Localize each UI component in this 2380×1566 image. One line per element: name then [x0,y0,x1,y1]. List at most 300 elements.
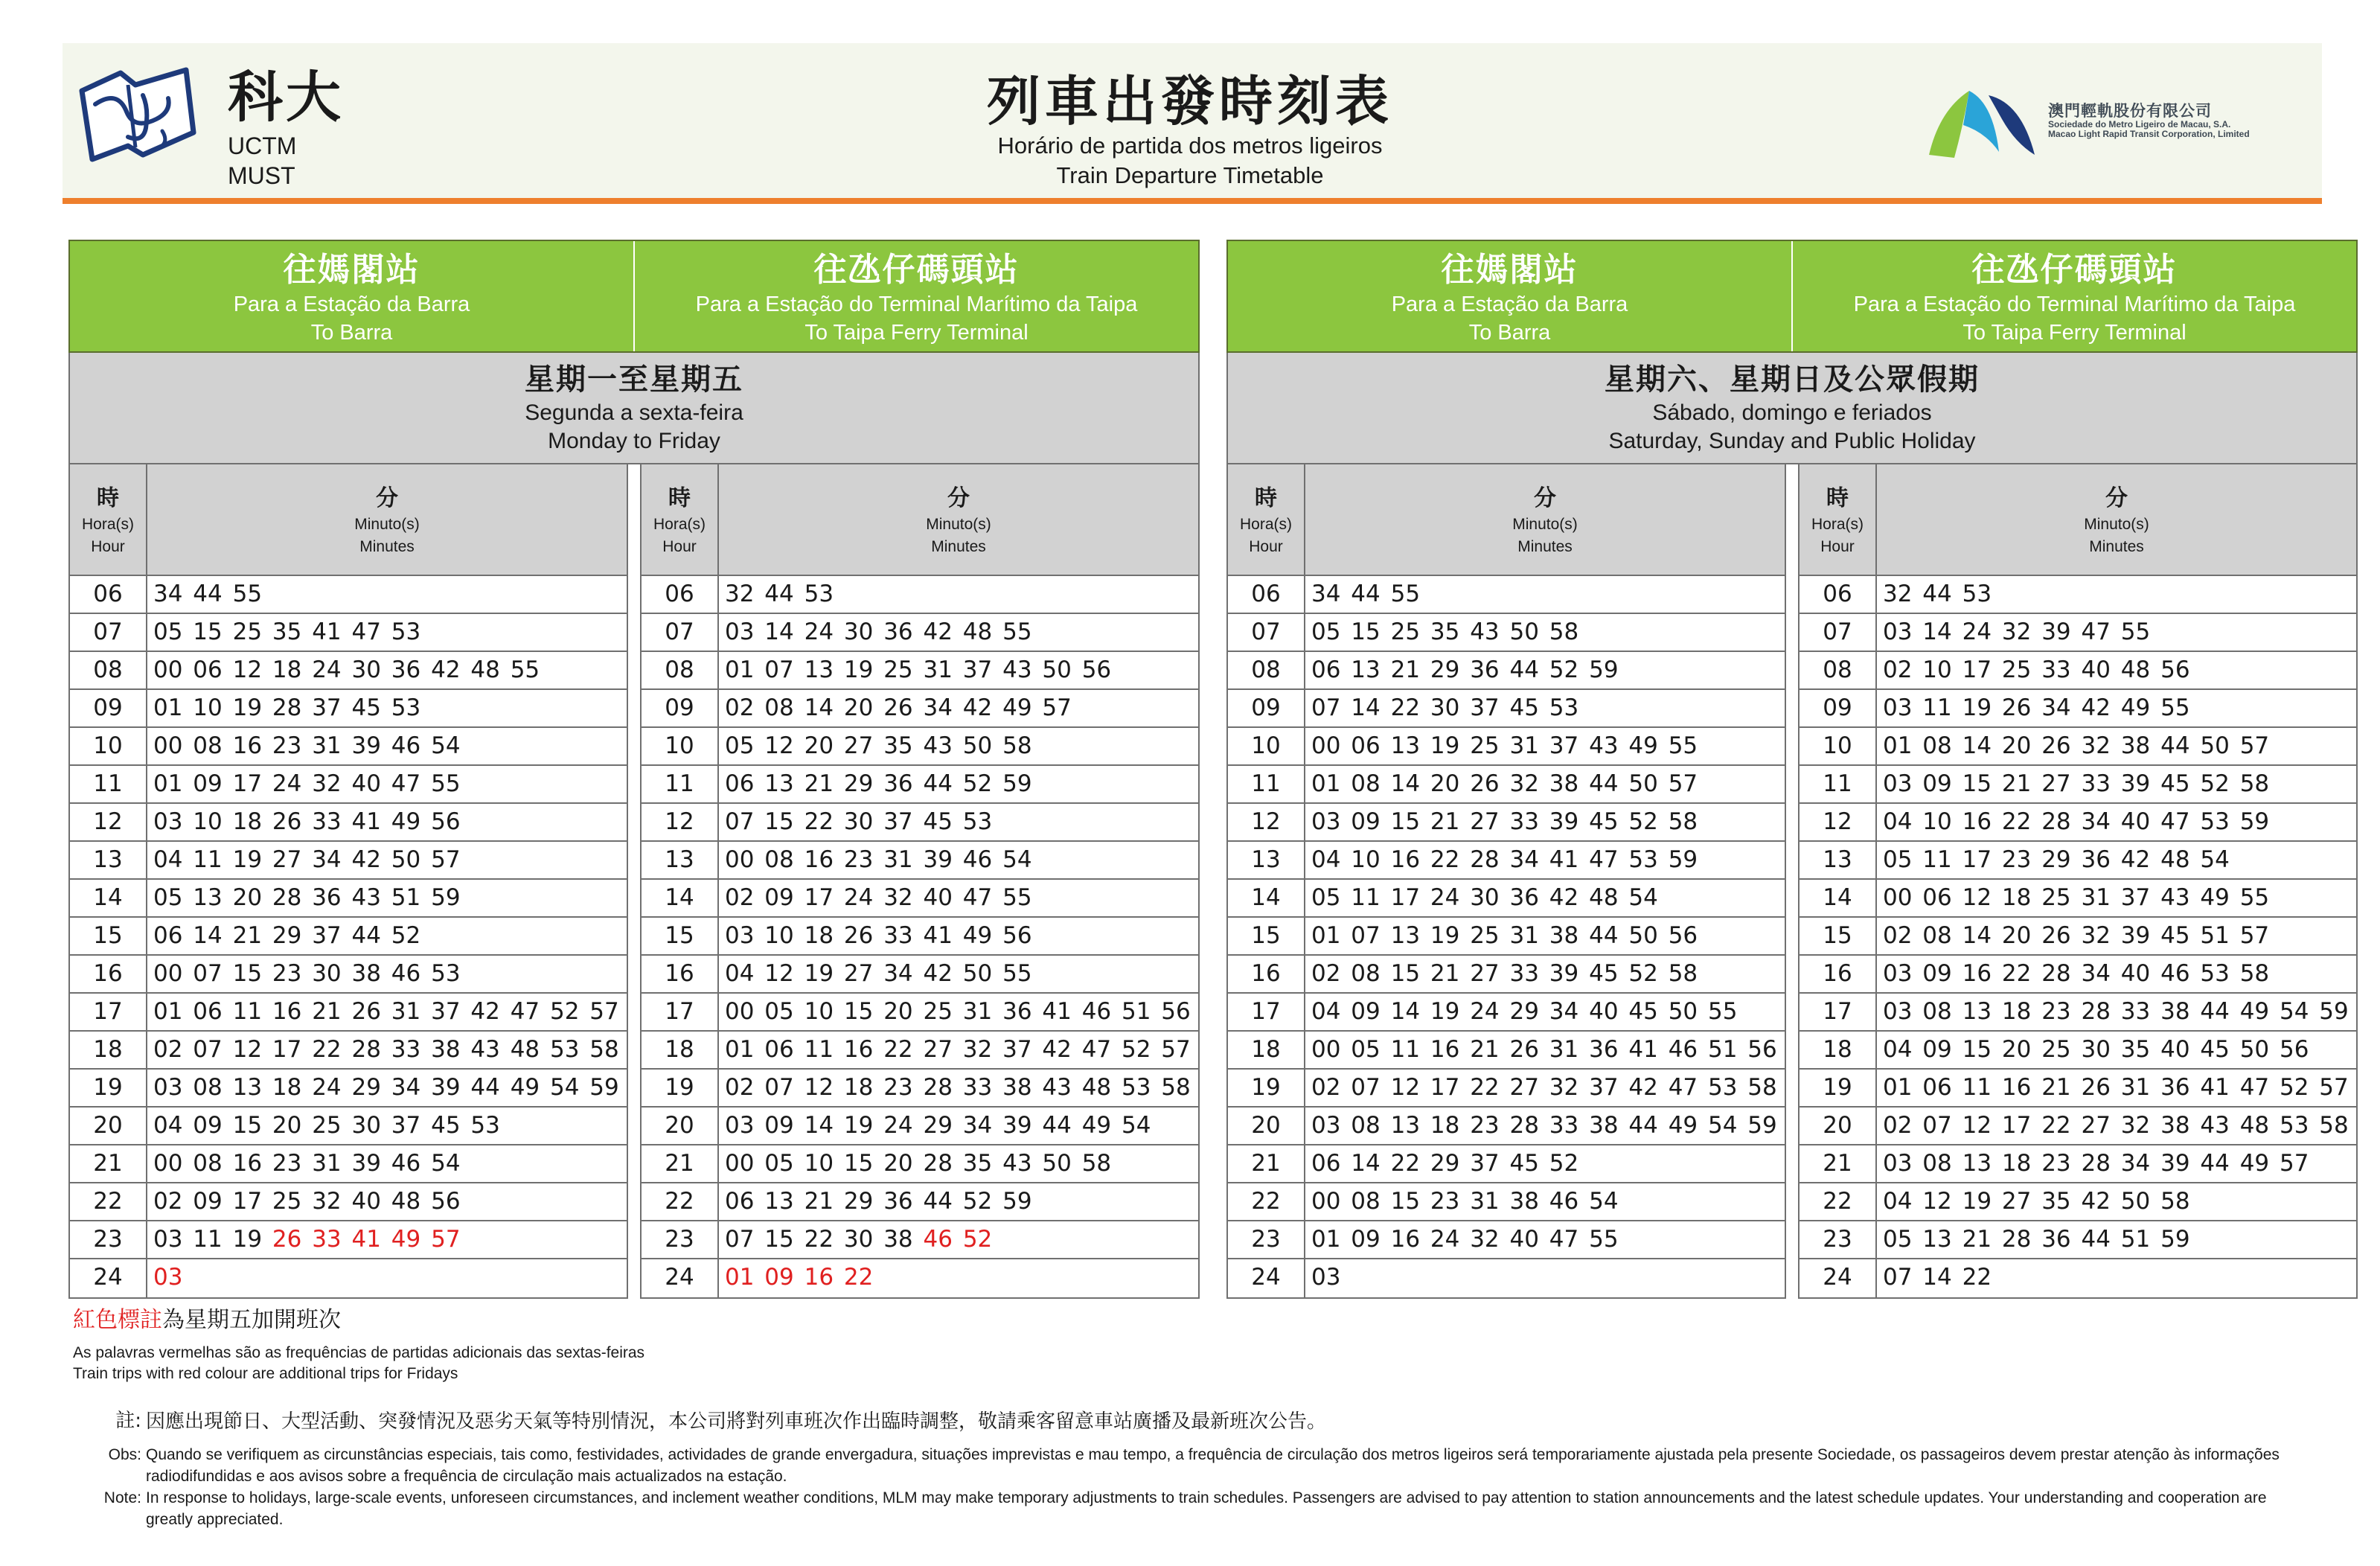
minutes-text: 01 09 16 24 32 40 47 55 [1311,1226,1619,1253]
minutes-text: 06 13 21 29 36 44 52 59 [1311,656,1619,683]
hour-cell: 11 [70,766,147,802]
minutes-cell [1877,842,2356,878]
station-name: 科大 [228,65,344,130]
table-row [642,1070,1198,1108]
hour-cell: 08 [642,652,719,688]
direction-header-row [68,240,1200,353]
minutes-text: 03 09 15 21 27 33 39 45 52 58 [1883,770,2270,797]
minutes-cell [1877,652,2356,688]
minutes-cell [1877,994,2356,1030]
minutes-text: 05 13 21 28 36 44 51 59 [1883,1226,2190,1253]
minutes-text: 00 05 10 15 20 28 35 43 50 58 [725,1150,1112,1177]
page-subtitle-en: Train Departure Timetable [1056,162,1324,188]
minute-header-pt: Minuto(s) [926,516,991,533]
mlm-logo-icon [1925,80,2044,162]
hour-cell: 07 [1228,614,1305,651]
minutes-cell [1305,842,1785,878]
table-row [70,1032,627,1070]
minutes-text: 06 14 21 29 37 44 52 [153,922,421,949]
table-row [1800,1183,2356,1221]
hour-cell: 09 [642,690,719,726]
minutes-text: 05 15 25 35 41 47 53 [153,619,421,645]
minute-header-pt: Minuto(s) [1512,516,1578,533]
station-code-en: MUST [228,162,295,189]
day-type-pt: Segunda a sexta-feira [525,400,743,425]
table-row [70,994,627,1032]
minutes-cell [147,1070,627,1106]
minutes-cell [1877,1070,2356,1106]
hour-cell: 18 [1228,1032,1305,1068]
minute-header-en: Minutes [359,538,415,555]
table-row [70,804,627,842]
hour-cell: 06 [1228,576,1305,613]
table-row [642,1032,1198,1070]
hour-cell: 09 [1228,690,1305,726]
table-row [70,918,627,956]
minutes-text: 01 06 11 16 21 26 31 37 42 47 52 57 [153,998,619,1025]
hour-cell: 12 [1800,804,1877,840]
minutes-cell [1877,1221,2356,1258]
minutes-text: 00 06 12 18 25 31 37 43 49 55 [1883,884,2270,911]
minutes-cell [147,1183,627,1220]
minutes-text: 01 08 14 20 26 32 38 44 50 57 [1883,732,2270,759]
hour-header-en: Hour [662,538,697,555]
minutes-cell [719,576,1198,613]
hour-cell: 24 [70,1259,147,1297]
table-row [642,956,1198,994]
minutes-text: 32 44 53 [725,581,834,607]
note-text: Quando se verifiquem as circunstâncias especiais, tais como, festividades, actividades de grande envergadura, situações imprevistas e mau tempo, a frequência de circulação dos metros ligeiros será temporariamente ajustada pela presente Sociedade, os passageiros devem prestar atenção às informações radiodifundidas e aos avisos sobre a frequência de circulação mais actualizados na estação. [146,1446,2280,1485]
hour-cell: 15 [642,918,719,954]
table-row [1800,576,2356,614]
minutes-cell [719,1221,1198,1258]
minutes-cell [1305,1183,1785,1220]
minutes-text: 07 14 22 30 37 45 53 [1311,694,1579,721]
minutes-cell [147,766,627,802]
hour-header-pt: Hora(s) [81,516,134,533]
table-row [642,918,1198,956]
hour-cell: 10 [1228,728,1305,764]
minutes-cell [147,690,627,726]
hour-cell: 14 [70,880,147,916]
minutes-cell [1305,1145,1785,1182]
table-row [1228,1145,1785,1183]
hour-cell: 13 [70,842,147,878]
hour-cell: 21 [1800,1145,1877,1182]
hour-cell: 24 [642,1259,719,1297]
hour-cell: 19 [70,1070,147,1106]
day-type-zh: 星期六、星期日及公眾假期 [1605,362,1980,397]
minutes-cell [1305,1070,1785,1106]
minutes-text: 01 07 13 19 25 31 37 43 50 56 [725,656,1112,683]
hour-cell: 12 [642,804,719,840]
table-row [1800,994,2356,1032]
hour-cell: 24 [1800,1259,1877,1297]
hour-cell: 14 [1800,880,1877,916]
minutes-text: 01 08 14 20 26 32 38 44 50 57 [1311,770,1698,797]
table-row [1228,918,1785,956]
minutes-text: 03 10 18 26 33 41 49 56 [725,922,1032,949]
direction-zh: 往氹仔碼頭站 [813,251,1020,289]
table-row [642,1221,1198,1259]
hour-cell: 22 [1228,1183,1305,1220]
minutes-text: 00 08 16 23 31 39 46 54 [153,732,461,759]
hour-cell: 20 [1228,1108,1305,1144]
hour-column-header [642,464,719,575]
minutes-text: 02 07 12 17 22 27 32 38 43 48 53 58 [1883,1112,2349,1139]
minutes-cell [1305,652,1785,688]
timetable-header-row [642,464,1198,576]
table-row [1800,956,2356,994]
table-row [1800,690,2356,728]
minutes-cell [1305,956,1785,992]
legend-text: 為星期五加開班次 [162,1307,341,1333]
minutes-text: 01 07 13 19 25 31 38 44 50 56 [1311,922,1698,949]
minutes-cell [147,880,627,916]
minute-header-pt: Minuto(s) [354,516,420,533]
table-row [1800,1221,2356,1259]
table-row [642,652,1198,690]
minutes-text: 01 10 19 28 37 45 53 [153,694,421,721]
hour-cell: 10 [1800,728,1877,764]
minutes-text: 32 44 53 [1883,581,1992,607]
minutes-text: 03 08 13 18 23 28 33 38 44 49 54 59 [1883,998,2349,1025]
hour-cell: 15 [1800,918,1877,954]
minutes-cell [1305,1032,1785,1068]
hour-cell: 19 [1800,1070,1877,1106]
table-row [1228,880,1785,918]
minutes-cell [719,1070,1198,1106]
hour-cell: 22 [642,1183,719,1220]
minute-column-header [1305,464,1785,575]
minutes-cell [1305,880,1785,916]
table-row [70,690,627,728]
table-row [1228,652,1785,690]
hour-cell: 16 [642,956,719,992]
page-title: 列車出發時刻表 [986,70,1393,132]
hour-cell: 07 [1800,614,1877,651]
minutes-cell [147,842,627,878]
operator-name-pt: Sociedade do Metro Ligeiro de Macau, S.A. [2048,119,2231,130]
table-row [642,614,1198,652]
minute-header-zh: 分 [947,485,970,511]
table-row [70,728,627,766]
table-row [1800,918,2356,956]
note-label: 註: [115,1410,141,1432]
direction-barra [70,241,633,351]
minute-header-pt: Minuto(s) [2084,516,2149,533]
hour-cell: 16 [1800,956,1877,992]
minutes-text: 04 09 15 20 25 30 37 45 53 [153,1112,500,1139]
weekday-panel [68,240,1200,1299]
table-row [642,994,1198,1032]
table-row [1228,1108,1785,1145]
minutes-cell [1877,918,2356,954]
minutes-text: 03 14 24 32 39 47 55 [1883,619,2151,645]
minutes-text: 04 09 14 19 24 29 34 40 45 50 55 [1311,998,1738,1025]
hour-cell: 10 [70,728,147,764]
minutes-cell [719,994,1198,1030]
minutes-text: 05 11 17 23 29 36 42 48 54 [1883,846,2230,873]
minute-header-zh: 分 [376,485,398,511]
table-row [70,1221,627,1259]
direction-pt: Para a Estação do Terminal Marítimo da Taipa [695,293,1138,316]
hour-cell: 17 [1228,994,1305,1030]
table-row [1800,842,2356,880]
hour-header-pt: Hora(s) [1811,516,1864,533]
day-type-pt: Sábado, domingo e feriados [1652,400,1932,425]
hour-cell: 07 [642,614,719,651]
direction-header-row [1226,240,2358,353]
minutes-cell [1305,1221,1785,1258]
table-row [1228,804,1785,842]
table-row [1800,728,2356,766]
hour-cell: 21 [642,1145,719,1182]
minutes-cell [147,1108,627,1144]
minutes-cell [719,652,1198,688]
minutes-text: 02 09 17 25 32 40 48 56 [153,1188,461,1215]
direction-pt: Para a Estação da Barra [233,293,470,316]
table-row [1800,1145,2356,1183]
minutes-cell [1305,1259,1785,1297]
minutes-text: 02 08 15 21 27 33 39 45 52 58 [1311,960,1698,987]
hour-cell: 08 [1800,652,1877,688]
hour-cell: 17 [1800,994,1877,1030]
table-row [70,1145,627,1183]
table-row [642,1259,1198,1297]
note-zh [97,1405,2285,1436]
minutes-text: 06 14 22 29 37 45 52 [1311,1150,1579,1177]
minutes-cell [1305,766,1785,802]
minutes-text: 03 08 13 18 23 28 34 39 44 49 57 [1883,1150,2309,1177]
hour-cell: 23 [1800,1221,1877,1258]
minutes-text: 00 07 15 23 30 38 46 53 [153,960,461,987]
table-row [70,576,627,614]
minutes-text: 01 09 17 24 32 40 47 55 [153,770,461,797]
minutes-text: 04 10 16 22 28 34 41 47 53 59 [1311,846,1698,873]
note-text: In response to holidays, large-scale events, unforeseen circumstances, and inclement weather conditions, MLM may make temporary adjustments to train schedules. Passengers are advised to pay attention to station announcements and the latest schedule updates. Your understanding and cooperation are greatly appreciated. [146,1489,2267,1528]
hour-header-pt: Hora(s) [1239,516,1292,533]
friday-legend [73,1301,341,1334]
timetable [640,464,1200,1299]
hour-cell: 14 [642,880,719,916]
minute-header-en: Minutes [1517,538,1573,555]
hour-cell: 13 [642,842,719,878]
minutes-text: 02 07 12 17 22 28 33 38 43 48 53 58 [153,1036,619,1063]
hour-cell: 11 [1228,766,1305,802]
minutes-text: 34 44 55 [1311,581,1421,607]
operator-name-block [2048,103,2250,139]
minutes-cell [1877,576,2356,613]
legend-text-en: Train trips with red colour are additional trips for Fridays [73,1365,458,1382]
minutes-cell [147,614,627,651]
hour-column-header [1228,464,1305,575]
hour-cell: 08 [1228,652,1305,688]
hour-cell: 23 [70,1221,147,1258]
hour-cell: 16 [70,956,147,992]
table-row [1228,1183,1785,1221]
minutes-text: 05 12 20 27 35 43 50 58 [725,732,1032,759]
minutes-cell [1877,690,2356,726]
table-row [1228,842,1785,880]
hour-cell: 19 [1228,1070,1305,1106]
station-code-pt: UCTM [228,132,297,159]
direction-en: To Barra [310,321,393,345]
table-row [1800,652,2356,690]
hour-cell: 14 [1228,880,1305,916]
hour-cell: 18 [1800,1032,1877,1068]
minutes-cell [1305,576,1785,613]
minutes-cell [719,918,1198,954]
table-row [1228,728,1785,766]
hour-cell: 09 [1800,690,1877,726]
minutes-text: 01 06 11 16 21 26 31 36 41 47 52 57 [1883,1074,2349,1101]
minutes-text: 04 12 19 27 34 42 50 55 [725,960,1032,987]
minutes-cell [147,994,627,1030]
timetable [1226,464,1786,1299]
minutes-cell [147,1221,627,1258]
hour-cell: 20 [70,1108,147,1144]
hour-cell: 06 [642,576,719,613]
minutes-text: 03 09 16 22 28 34 40 46 53 58 [1883,960,2270,987]
minutes-cell [147,1145,627,1182]
direction-barra [1228,241,1791,351]
minutes-cell [1877,1032,2356,1068]
table-row [70,1070,627,1108]
day-type-en: Monday to Friday [548,429,720,453]
minutes-text: 03 11 19 [153,1226,263,1253]
minutes-text: 05 11 17 24 30 36 42 48 54 [1311,884,1658,911]
hour-cell: 18 [70,1032,147,1068]
minute-column-header [1877,464,2356,575]
minute-header-zh: 分 [2105,485,2128,511]
hour-header-zh: 時 [1826,485,1849,511]
minutes-cell [1877,728,2356,764]
minutes-cell [719,804,1198,840]
minutes-text: 02 07 12 17 22 27 32 37 42 47 53 58 [1311,1074,1777,1101]
day-type-zh: 星期一至星期五 [525,362,743,397]
table-row [1800,1108,2356,1145]
minutes-cell [1305,804,1785,840]
timetable [68,464,628,1299]
minutes-text: 03 14 24 30 36 42 48 55 [725,619,1032,645]
hour-cell: 13 [1228,842,1305,878]
hour-cell: 07 [70,614,147,651]
hour-cell: 11 [642,766,719,802]
minutes-cell [1877,880,2356,916]
hour-cell: 20 [642,1108,719,1144]
hour-header-zh: 時 [668,485,691,511]
minute-header-zh: 分 [1534,485,1556,511]
table-row [642,576,1198,614]
minutes-text: 06 13 21 29 36 44 52 59 [725,1188,1032,1215]
direction-taipa [1791,241,2356,351]
friday-minutes-text: 26 33 41 49 57 [272,1226,461,1253]
minutes-text: 05 15 25 35 43 50 58 [1311,619,1579,645]
table-row [70,614,627,652]
minutes-cell [147,652,627,688]
minutes-text: 00 08 15 23 31 38 46 54 [1311,1188,1619,1215]
minutes-cell [147,576,627,613]
hour-header-en: Hour [91,538,125,555]
note-label: Note: [103,1489,141,1506]
minutes-text: 00 06 12 18 24 30 36 42 48 55 [153,656,540,683]
minutes-text: 07 15 22 30 38 [725,1226,913,1253]
direction-pt: Para a Estação do Terminal Marítimo da Taipa [1853,293,2296,316]
hour-cell: 22 [70,1183,147,1220]
minutes-cell [1305,994,1785,1030]
hour-cell: 21 [70,1145,147,1182]
minutes-cell [719,728,1198,764]
minutes-cell [1305,728,1785,764]
table-row [1228,1032,1785,1070]
minutes-cell [1877,1259,2356,1297]
minutes-text: 03 08 13 18 24 29 34 39 44 49 54 59 [153,1074,619,1101]
note-label: Obs: [108,1446,141,1463]
minutes-cell [1305,1108,1785,1144]
hour-cell: 08 [70,652,147,688]
minutes-text: 02 10 17 25 33 40 48 56 [1883,656,2190,683]
table-row [642,690,1198,728]
minutes-text: 03 [1311,1264,1341,1291]
hour-cell: 18 [642,1032,719,1068]
hour-cell: 24 [1228,1259,1305,1297]
table-row [70,956,627,994]
minutes-cell [719,956,1198,992]
legend-red-text: 紅色標註 [73,1307,162,1333]
minutes-cell [719,880,1198,916]
hour-cell: 20 [1800,1108,1877,1144]
operator-name-en: Macao Light Rapid Transit Corporation, Limited [2048,129,2250,140]
hour-cell: 19 [642,1070,719,1106]
minutes-cell [719,842,1198,878]
table-row [1228,994,1785,1032]
minutes-cell [147,956,627,992]
minutes-cell [719,614,1198,651]
table-row [70,1183,627,1221]
hour-column-header [70,464,147,575]
minute-column-header [147,464,627,575]
table-row [70,842,627,880]
table-row [1228,576,1785,614]
note-en [97,1487,2285,1530]
direction-zh: 往氹仔碼頭站 [1971,251,2178,289]
direction-pt: Para a Estação da Barra [1391,293,1628,316]
minutes-text: 34 44 55 [153,581,263,607]
direction-zh: 往媽閣站 [1441,251,1578,289]
timetable [1798,464,2358,1299]
hour-cell: 23 [1228,1221,1305,1258]
minutes-text: 02 07 12 18 23 28 33 38 43 48 53 58 [725,1074,1191,1101]
minutes-text: 07 14 22 [1883,1264,1992,1291]
table-row [642,880,1198,918]
minutes-text: 00 06 13 19 25 31 37 43 49 55 [1311,732,1698,759]
minutes-text: 00 05 10 15 20 25 31 36 41 46 51 56 [725,998,1191,1025]
minutes-text: 05 13 20 28 36 43 51 59 [153,884,461,911]
table-row [70,652,627,690]
operator-name-zh: 澳門輕軌股份有限公司 [2048,103,2212,120]
minutes-text: 06 13 21 29 36 44 52 59 [725,770,1032,797]
weekend-panel [1226,240,2358,1299]
minute-header-en: Minutes [2089,538,2144,555]
hour-header-zh: 時 [97,485,119,511]
minutes-cell [719,1145,1198,1182]
minutes-text: 00 05 11 16 21 26 31 36 41 46 51 56 [1311,1036,1777,1063]
hour-cell: 21 [1228,1145,1305,1182]
minutes-cell [1877,1108,2356,1144]
minutes-cell [147,1032,627,1068]
minutes-cell [1877,614,2356,651]
